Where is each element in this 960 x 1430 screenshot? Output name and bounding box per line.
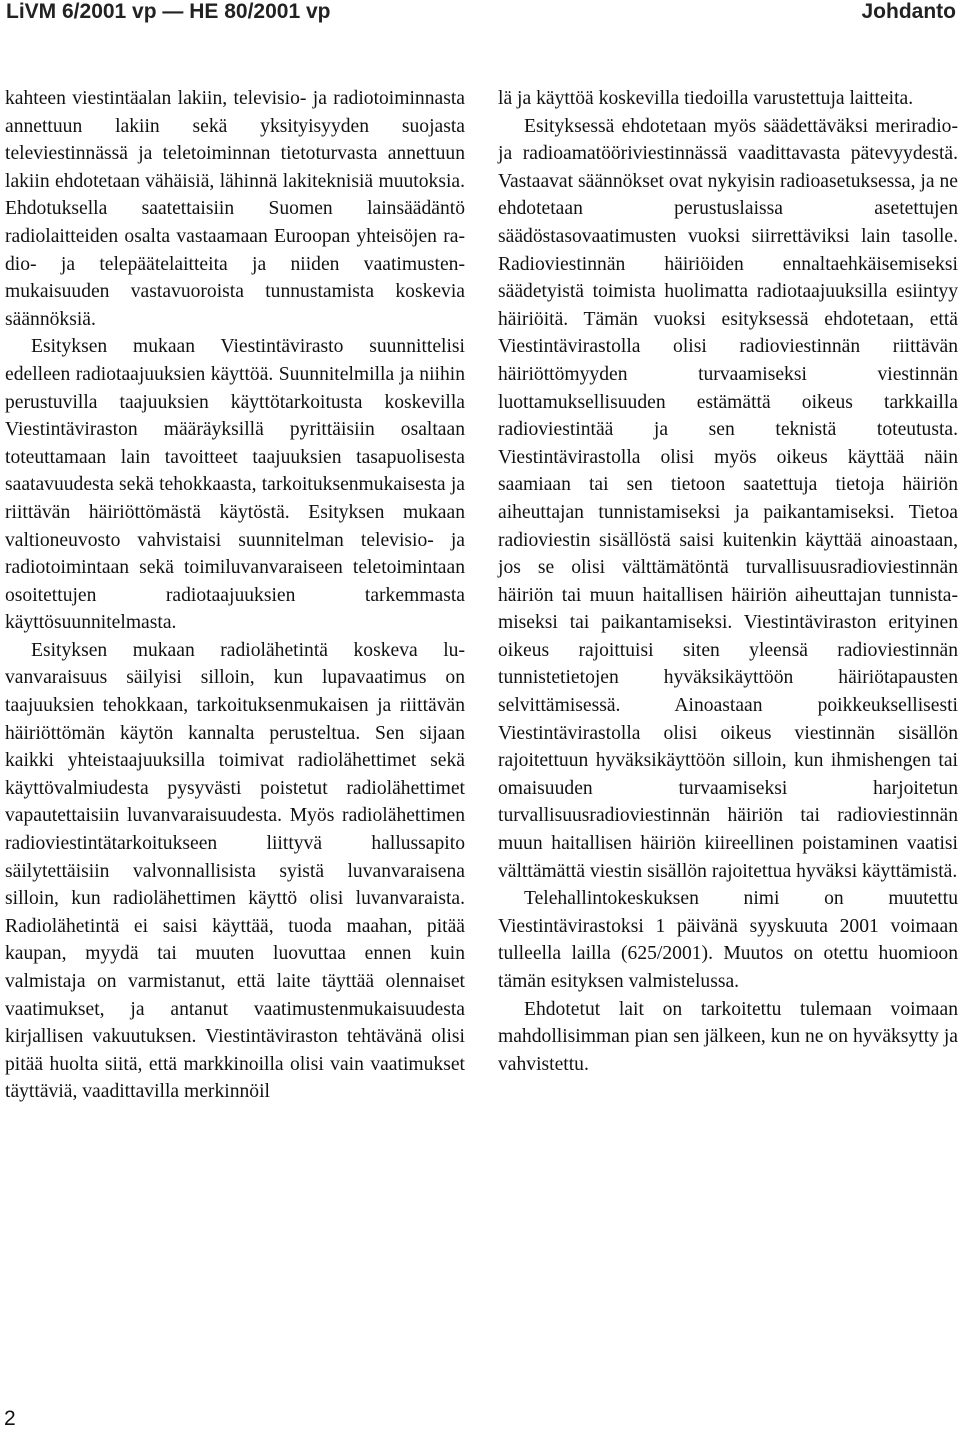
document-reference: LiVM 6/2001 vp — HE 80/2001 vp — [6, 0, 331, 23]
paragraph: Telehallintokeskuksen nimi on muutettu Viestintävirastoksi 1 päivänä syyskuuta 2001 voimaan tulleella lailla (625/2001). Muutos on otettu huomioon tämän esityksen valmistelussa. — [498, 888, 958, 992]
right-text-column — [498, 85, 958, 1078]
section-title: Johdanto — [861, 0, 956, 23]
running-header — [0, 0, 960, 26]
paragraph: Esityksen mukaan radiolähetintä koskeva luvanvaraisuus säilyisi silloin, kun lupavaatimus on taajuuksien tehokkaan, tarkoituksenmukaisen ja riittävän häiriöttömän käytön kannalta perusteltua. Sen sijaan kaikki yhteistaajuuksilla toimivat radiolähettimet sekä käyttövalmiudesta pysyvästi poistetut radiolähettimet vapautettaisiin luvanvaraisuudesta. Myös radiolähettimen radioviestintätarkoitukseen liittyvä hallussapito säilytettäisiin valvonnallisista syistä luvanvaraisena silloin, kun radiolähettimen käyttö olisi luvanvaraista. Radiolähetintä ei saisi käyttää, tuoda maahan, pitää kaupan, myydä tai muuten luovuttaa ennen kuin valmistaja on varmistanut, että laite täyttää olennaiset vaatimukset, ja antanut vaatimustenmukaisuudesta kirjallisen vakuutuksen. Viestintäviraston tehtävänä olisi pitää huolta siitä, että markkinoilla olisi vain vaatimukset täyttäviä, vaadittavilla merkinnöil — [5, 639, 465, 1103]
paragraph: Esityksen mukaan Viestintävirasto suunnittelisi edelleen radiotaajuuksien käyttöä. Suunnitelmilla ja niihin perustuvilla taajuuksien käyttötarkoitusta koskevilla Viestintäviraston määräyksillä pyrittäisiin osaltaan toteuttamaan lain tavoitteet taajuuksien tasapuolisesta saatavuudesta sekä tehokkaasta, tarkoituksenmukaisesta ja riittävän häiriöttömästä käytöstä. Esityksen mukaan valtioneuvosto vahvistaisi suunnitelman televisio- ja radiotoimintaan sekä toimiluvanvaraiseen teletoimintaan osoitettujen radiotaajuuksien tarkemmasta käyttösuunnitelmasta. — [5, 336, 465, 634]
left-text-column — [5, 85, 465, 1106]
paragraph: kahteen viestintäalan lakiin, televisio- ja radiotoiminnasta annettuun lakiin sekä yksityisyyden suojasta televiestinnässä ja teletoiminnan tietoturvasta annettuun lakiin ehdotetaan vähäisiä, lähinnä lakiteknisiä muutoksia. Ehdotuksella saatettaisiin Suomen lainsäädäntö radiolaitteiden osalta vastaamaan Euroopan yhteisöjen radio- ja telepäätelaitteita ja niiden vaatimustenmukaisuuden vastavuoroista tunnustamista koskevia säännöksiä. — [5, 88, 465, 330]
paragraph: Esityksessä ehdotetaan myös säädettäväksi meriradio- ja radioamatööriviestinnässä vaadittavasta pätevyydestä. Vastaavat säännökset ovat nykyisin radioasetuksessa, ja ne ehdotetaan perustuslaissa asetettujen säädöstasovaatimusten vuoksi siirrettäviksi lain tasolle. Radioviestinnän häiriöiden ennaltaehkäisemiseksi säädetyistä toimista huolimatta radiotaajuuksilla esiintyy häiriöitä. Tämän vuoksi esityksessä ehdotetaan, että Viestintävirastolla olisi radioviestinnän riittävän häiriöttömyyden turvaamiseksi viestinnän luottamuksellisuuden estämättä oikeus tarkkailla radioviestintää ja sen teknistä toteutusta. Viestintävirastolla olisi myös oikeus käyttää näin saamiaan tai sen tietoon saatettuja tietoja häiriön aiheuttajan tunnistamiseksi ja paikantamiseksi. Tietoa radioviestin sisällöstä saisi kuitenkin käyttää ainoastaan, jos se olisi välttämätöntä turvallisuusradioviestinnän häiriön tai muun haitallisen häiriön aiheuttajan tunnistamiseksi tai paikantamiseksi. Viestintäviraston erityinen oikeus rajoittuisi siten yleensä radioviestinnän tunnistetietojen hyväksikäyttöön häiriötapausten selvittämisessä. Ainoastaan poikkeuksellisesti Viestintävirastolla olisi oikeus viestinnän sisällön rajoitettuun hyväksikäyttöön silloin, kun ihmishengen tai omaisuuden turvaamiseksi harjoitetun turvallisuusradioviestinnän häiriön tai radioviestinnän muun haitallisen häiriön kiireellinen poistaminen vaatisi välttämättä viestin sisällön rajoitettua hyväksi käyttämistä. — [498, 115, 958, 882]
paragraph: lä ja käyttöä koskevilla tiedoilla varustettuja laitteita. — [498, 88, 914, 109]
page-number: 2 — [4, 1407, 16, 1430]
paragraph: Ehdotetut lait on tarkoitettu tulemaan voimaan mahdollisimman pian sen jälkeen, kun ne on hyväksytty ja vahvistettu. — [498, 998, 958, 1075]
